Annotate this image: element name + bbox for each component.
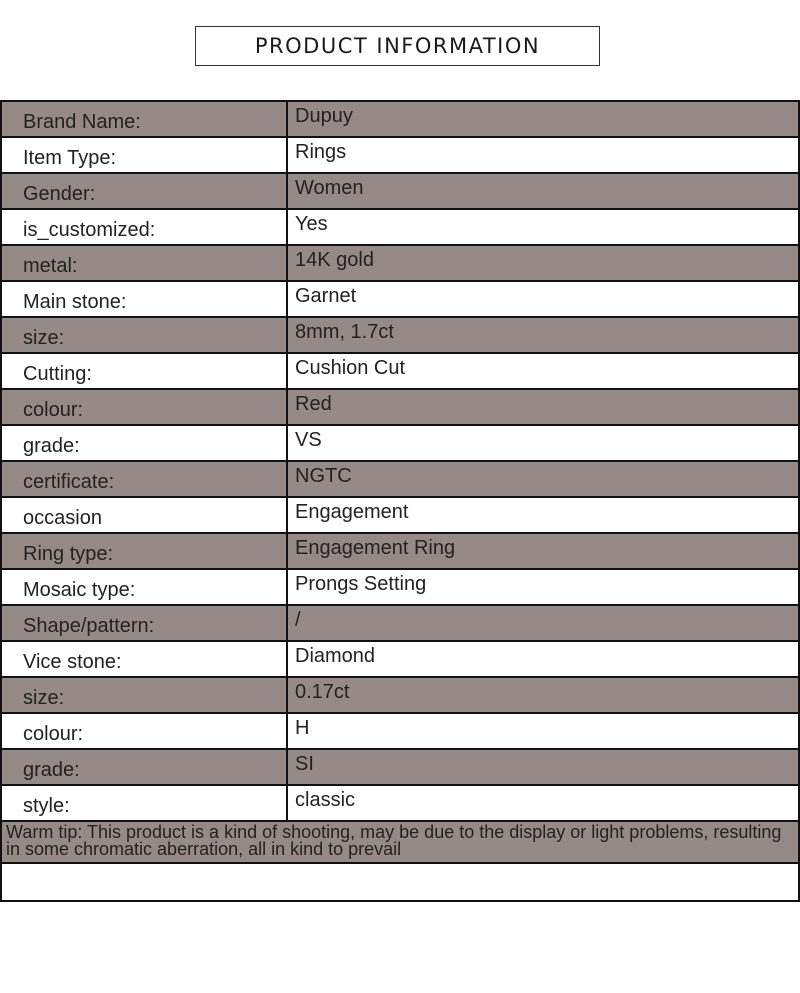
spec-label: style:	[1, 785, 287, 821]
spec-label: metal:	[1, 245, 287, 281]
spec-label: grade:	[1, 749, 287, 785]
spec-row	[1, 317, 799, 353]
product-spec-table	[0, 100, 800, 902]
spec-label: colour:	[1, 389, 287, 425]
spec-label: Ring type:	[1, 533, 287, 569]
spec-row	[1, 713, 799, 749]
spec-row	[1, 137, 799, 173]
spec-row	[1, 749, 799, 785]
spec-label: colour:	[1, 713, 287, 749]
spec-row	[1, 209, 799, 245]
spec-value: Prongs Setting	[287, 569, 799, 605]
spec-row	[1, 533, 799, 569]
spec-label: occasion	[1, 497, 287, 533]
spec-label: Main stone:	[1, 281, 287, 317]
spec-value: Dupuy	[287, 101, 799, 137]
spec-row	[1, 389, 799, 425]
spec-value: classic	[287, 785, 799, 821]
spec-value: SI	[287, 749, 799, 785]
spec-value: Rings	[287, 137, 799, 173]
spec-row	[1, 173, 799, 209]
spec-label: is_customized:	[1, 209, 287, 245]
spec-label: Shape/pattern:	[1, 605, 287, 641]
spec-label: Brand Name:	[1, 101, 287, 137]
spec-value: 0.17ct	[287, 677, 799, 713]
spec-row	[1, 677, 799, 713]
spec-value: Yes	[287, 209, 799, 245]
spec-row	[1, 281, 799, 317]
spec-value: Diamond	[287, 641, 799, 677]
spec-value: 8mm, 1.7ct	[287, 317, 799, 353]
spec-row	[1, 425, 799, 461]
spec-row	[1, 641, 799, 677]
page-title: PRODUCT INFORMATION	[195, 26, 600, 66]
empty-row	[1, 863, 799, 901]
spec-value: Engagement	[287, 497, 799, 533]
spec-value: Garnet	[287, 281, 799, 317]
spec-label: Cutting:	[1, 353, 287, 389]
spec-label: Vice stone:	[1, 641, 287, 677]
spec-value: NGTC	[287, 461, 799, 497]
spec-row	[1, 245, 799, 281]
spec-value: Cushion Cut	[287, 353, 799, 389]
spec-label: Gender:	[1, 173, 287, 209]
spec-value: /	[287, 605, 799, 641]
spec-value: Women	[287, 173, 799, 209]
spec-label: Item Type:	[1, 137, 287, 173]
spec-table-body	[1, 101, 799, 901]
spec-value: H	[287, 713, 799, 749]
spec-row	[1, 569, 799, 605]
spec-row	[1, 461, 799, 497]
spec-row	[1, 785, 799, 821]
spec-label: Mosaic type:	[1, 569, 287, 605]
spec-row	[1, 497, 799, 533]
spec-value: Red	[287, 389, 799, 425]
spec-label: size:	[1, 677, 287, 713]
spec-label: certificate:	[1, 461, 287, 497]
spec-row	[1, 101, 799, 137]
spec-row	[1, 605, 799, 641]
spec-value: 14K gold	[287, 245, 799, 281]
spec-label: grade:	[1, 425, 287, 461]
spec-value: Engagement Ring	[287, 533, 799, 569]
spec-label: size:	[1, 317, 287, 353]
spec-row	[1, 353, 799, 389]
empty-cell	[1, 863, 799, 901]
warm-tip-row	[1, 821, 799, 863]
spec-value: VS	[287, 425, 799, 461]
warm-tip-text: Warm tip: This product is a kind of shooting, may be due to the display or light problems, resulting in some chromatic aberration, all in kind to prevail	[1, 821, 799, 863]
